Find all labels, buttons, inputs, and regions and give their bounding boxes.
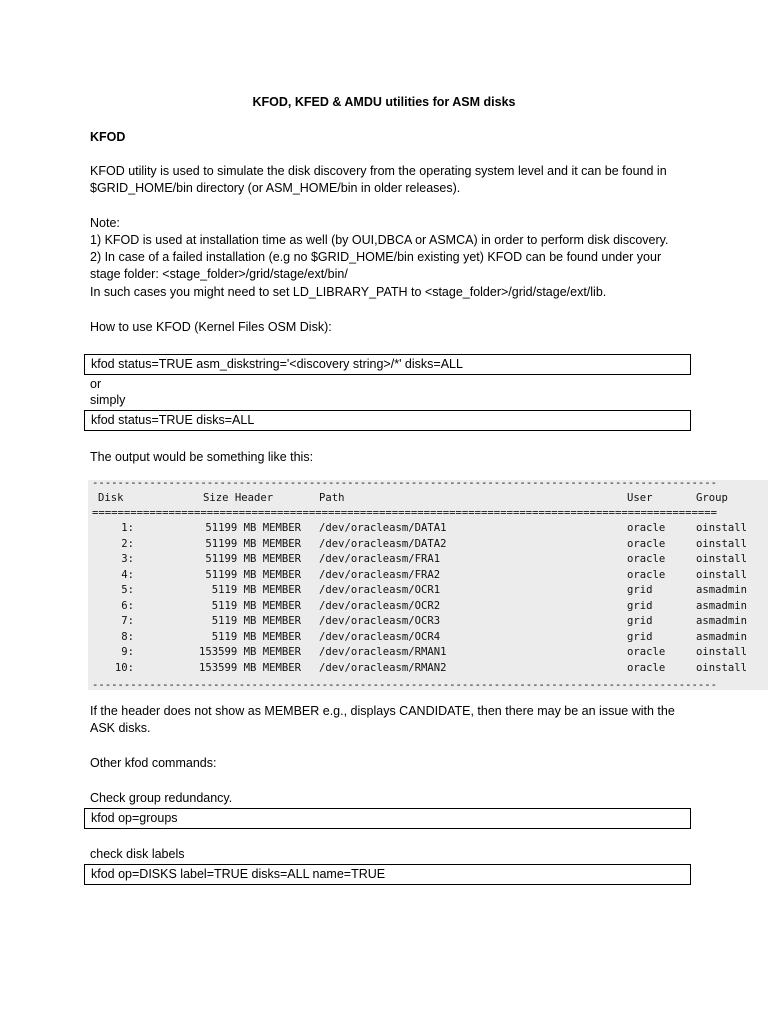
output-cell-user: oracle xyxy=(627,568,666,581)
output-cell-size-header: 5119 MB MEMBER xyxy=(211,615,301,627)
output-cell-group: asmadmin xyxy=(696,615,748,627)
output-cell-user: grid xyxy=(627,630,653,643)
output-cell-path: /dev/oracleasm/OCR3 xyxy=(319,615,441,627)
header-user: User xyxy=(627,492,653,504)
output-cell-path: /dev/oracleasm/OCR1 xyxy=(319,584,441,596)
output-cell-disk: 4: xyxy=(121,568,134,581)
intro-line-1: KFOD utility is used to simulate the disk discovery from the operating system level and it can be found in xyxy=(90,164,667,178)
output-cell-group: asmadmin xyxy=(696,630,748,643)
command-box-labels: kfod op=DISKS label=TRUE disks=ALL name=TRUE xyxy=(84,864,691,885)
note-line-2: 2) In case of a failed installation (e.g no $GRID_HOME/bin existing yet) KFOD can be found under your xyxy=(90,250,662,264)
output-cell-path: /dev/oracleasm/OCR4 xyxy=(319,630,441,643)
output-cell-disk: 1: xyxy=(121,522,134,534)
output-row xyxy=(92,552,768,567)
header-note-line-2: ASK disks. xyxy=(90,721,151,735)
output-cell-path: /dev/oracleasm/RMAN1 xyxy=(319,646,447,658)
check-labels-heading: check disk labels xyxy=(90,847,185,861)
output-cell-disk: 10: xyxy=(114,661,134,674)
document-title: KFOD, KFED & AMDU utilities for ASM disks xyxy=(252,95,516,109)
output-row xyxy=(92,645,768,660)
output-cell-size-header: 51199 MB MEMBER xyxy=(205,537,301,550)
output-cell-disk: 5: xyxy=(121,584,134,596)
output-cell-size-header: 5119 MB MEMBER xyxy=(211,599,301,612)
output-dash-line-top: -------------------------------------------------------------------------------------------------- xyxy=(92,480,718,489)
note-line-4: In such cases you might need to set LD_LIBRARY_PATH to <stage_folder>/grid/stage/ext/lib. xyxy=(90,285,607,299)
header-group: Group xyxy=(696,492,728,504)
output-cell-size-header: 5119 MB MEMBER xyxy=(211,584,301,596)
output-cell-user: grid xyxy=(627,584,653,596)
output-cell-size-header: 153599 MB MEMBER xyxy=(198,646,301,658)
output-cell-path: /dev/oracleasm/DATA2 xyxy=(319,537,447,550)
header-size-header: Size Header xyxy=(203,492,274,504)
command-box-status: kfod status=TRUE disks=ALL xyxy=(84,410,691,431)
note-line-1: 1) KFOD is used at installation time as well (by OUI,DBCA or ASMCA) in order to perform disk discovery. xyxy=(90,233,669,247)
header-note-line-1: If the header does not show as MEMBER e.g., displays CANDIDATE, then there may be an issue with the xyxy=(90,704,675,718)
output-cell-group: oinstall xyxy=(696,522,748,534)
output-row xyxy=(92,614,768,629)
output-intro: The output would be something like this: xyxy=(90,450,314,464)
output-dash-line-bottom: -------------------------------------------------------------------------------------------------- xyxy=(92,679,718,690)
output-cell-group: oinstall xyxy=(696,568,748,581)
output-cell-user: oracle xyxy=(627,661,666,674)
output-cell-disk: 2: xyxy=(121,537,134,550)
note-line-3: stage folder: <stage_folder>/grid/stage/ext/bin/ xyxy=(90,267,348,281)
output-row xyxy=(92,537,768,552)
output-row xyxy=(92,568,768,583)
output-cell-disk: 6: xyxy=(121,599,134,612)
header-path: Path xyxy=(319,492,345,504)
output-cell-user: grid xyxy=(627,599,653,612)
output-cell-user: oracle xyxy=(627,553,666,565)
check-group-heading: Check group redundancy. xyxy=(90,791,233,805)
simply-text: simply xyxy=(90,393,126,407)
output-header-row xyxy=(92,491,768,506)
output-eq-line: ================================================================================================== xyxy=(92,507,718,519)
header-disk: Disk xyxy=(98,492,124,504)
output-cell-group: asmadmin xyxy=(696,584,748,596)
output-row xyxy=(92,661,768,676)
output-cell-size-header: 51199 MB MEMBER xyxy=(205,568,301,581)
output-cell-size-header: 51199 MB MEMBER xyxy=(205,553,301,565)
output-cell-disk: 8: xyxy=(121,630,134,643)
output-cell-size-header: 5119 MB MEMBER xyxy=(211,630,301,643)
output-cell-disk: 3: xyxy=(121,553,134,565)
output-cell-size-header: 153599 MB MEMBER xyxy=(198,661,301,674)
output-row xyxy=(92,521,768,536)
output-cell-path: /dev/oracleasm/FRA1 xyxy=(319,553,441,565)
output-cell-path: /dev/oracleasm/OCR2 xyxy=(319,599,441,612)
output-cell-path: /dev/oracleasm/FRA2 xyxy=(319,568,441,581)
output-cell-user: oracle xyxy=(627,646,666,658)
intro-line-2: $GRID_HOME/bin directory (or ASM_HOME/bin in older releases). xyxy=(90,181,461,195)
output-cell-group: oinstall xyxy=(696,553,748,565)
output-cell-path: /dev/oracleasm/DATA1 xyxy=(319,522,447,534)
howto-heading: How to use KFOD (Kernel Files OSM Disk): xyxy=(90,320,332,334)
command-box-groups: kfod op=groups xyxy=(84,808,691,829)
output-cell-disk: 9: xyxy=(121,646,134,658)
output-cell-user: oracle xyxy=(627,537,666,550)
output-row xyxy=(92,599,768,614)
output-cell-group: oinstall xyxy=(696,661,748,674)
output-cell-user: grid xyxy=(627,615,653,627)
command-box-discovery: kfod status=TRUE asm_diskstring='<discovery string>/*' disks=ALL xyxy=(84,354,691,375)
output-row xyxy=(92,630,768,645)
output-cell-group: oinstall xyxy=(696,646,748,658)
or-text: or xyxy=(90,377,102,391)
output-cell-user: oracle xyxy=(627,522,666,534)
note-heading: Note: xyxy=(90,216,120,230)
kfod-output-block xyxy=(88,480,768,690)
output-cell-path: /dev/oracleasm/RMAN2 xyxy=(319,661,447,674)
section-heading-kfod: KFOD xyxy=(90,130,126,144)
output-row xyxy=(92,583,768,598)
output-cell-group: oinstall xyxy=(696,537,748,550)
output-cell-group: asmadmin xyxy=(696,599,748,612)
other-commands-heading: Other kfod commands: xyxy=(90,756,217,770)
output-cell-size-header: 51199 MB MEMBER xyxy=(205,522,301,534)
output-cell-disk: 7: xyxy=(121,615,134,627)
